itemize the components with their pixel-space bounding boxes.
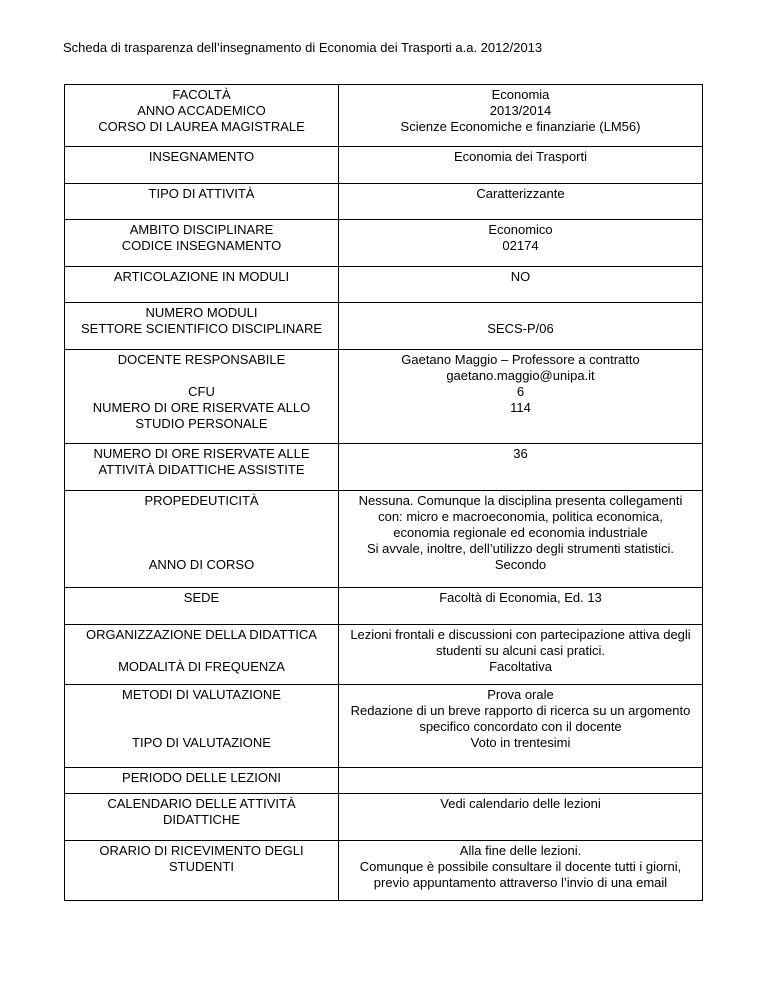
table-row [65,491,703,588]
field-value: Scienze Economiche e finanziarie (LM56) [400,119,641,134]
field-value-cell [339,147,703,184]
field-value-cell [339,625,703,685]
table-row [65,794,703,841]
field-label: CALENDARIO DELLE ATTIVITÀ [107,796,296,811]
field-value: Si avvale, inoltre, dell’utilizzo degli strumenti statistici. [366,541,675,556]
field-label: SEDE [183,590,220,605]
field-label-cell [65,350,339,444]
field-value-cell [339,768,703,794]
field-value: gaetano.maggio@unipa.it [446,368,595,383]
field-value: Economico [488,222,553,237]
table-row [65,184,703,220]
field-value-cell [339,350,703,444]
field-value [343,305,698,321]
field-value: NO [510,269,531,284]
field-value: Redazione di un breve rapporto di ricerca su un argomento [350,703,691,718]
field-value: 6 [516,384,525,399]
field-value: Comunque è possibile consultare il docente tutti i giorni, [359,859,682,874]
field-value: 02174 [502,238,539,253]
field-label: DIDATTICHE [162,812,241,827]
field-value: Alla fine delle lezioni. [459,843,582,858]
field-value-cell [339,184,703,220]
table-row [65,841,703,901]
field-label-cell [65,685,339,768]
field-value: 36 [513,446,528,461]
field-label: AMBITO DISCIPLINARE [129,222,274,237]
field-label: NUMERO MODULI [145,305,258,320]
field-label-cell [65,491,339,588]
table-row [65,303,703,350]
table-row [65,768,703,794]
field-value-cell [339,85,703,147]
field-value-cell [339,303,703,350]
field-label [69,643,334,659]
field-label: CODICE INSEGNAMENTO [121,238,282,253]
field-label-cell [65,85,339,147]
field-label: STUDIO PERSONALE [135,416,268,431]
field-label: ARTICOLAZIONE IN MODULI [113,269,290,284]
field-label: CORSO DI LAUREA MAGISTRALE [98,119,305,134]
field-label-cell [65,444,339,491]
field-value: Economia dei Trasporti [454,149,587,164]
field-value: Vedi calendario delle lezioni [440,796,601,811]
field-label: INSEGNAMENTO [148,149,255,164]
field-label [69,541,334,557]
field-label-cell [65,303,339,350]
field-label: SETTORE SCIENTIFICO DISCIPLINARE [80,321,323,336]
field-label [69,368,334,384]
table-row [65,588,703,625]
field-value-cell [339,491,703,588]
field-value: previo appuntamento attraverso l’invio di una email [373,875,668,890]
field-value-cell [339,267,703,303]
field-label-cell [65,147,339,184]
field-value: SECS-P/06 [487,321,554,336]
field-label-cell [65,768,339,794]
document-header: Scheda di trasparenza dell’insegnamento di Economia dei Trasporti a.a. 2012/2013 [63,40,543,55]
field-label: NUMERO DI ORE RISERVATE ALLE [93,446,310,461]
field-label: METODI DI VALUTAZIONE [122,687,281,702]
field-label: PERIODO DELLE LEZIONI [122,770,281,785]
field-label [69,703,334,719]
field-label-cell [65,588,339,625]
course-info-table [64,84,703,901]
field-label-cell [65,794,339,841]
field-value: Facoltà di Economia, Ed. 13 [439,590,602,605]
table-row [65,85,703,147]
field-value: 2013/2014 [489,103,552,118]
table-row [65,625,703,685]
field-label: STUDENTI [169,859,234,874]
field-label: ORARIO DI RICEVIMENTO DEGLI [99,843,304,858]
field-value: Economia [491,87,550,102]
field-value-cell [339,444,703,491]
field-value: con: micro e macroeconomia, politica economica, [378,509,663,524]
field-label-cell [65,220,339,267]
field-label: FACOLTÀ [172,87,231,102]
field-label: NUMERO DI ORE RISERVATE ALLO [92,400,311,415]
field-label: TIPO DI ATTIVITÀ [148,186,255,201]
field-value: Secondo [494,557,547,572]
field-value: Nessuna. Comunque la disciplina presenta collegamenti [358,493,683,508]
field-label-cell [65,184,339,220]
field-label: ATTIVITÀ DIDATTICHE ASSISTITE [98,462,305,477]
field-value-cell [339,220,703,267]
field-value: Caratterizzante [476,186,565,201]
table-row [65,444,703,491]
field-value: Facoltativa [489,659,552,674]
field-value-cell [339,685,703,768]
field-value-cell [339,841,703,901]
table-row [65,220,703,267]
field-label: ANNO ACCADEMICO [137,103,266,118]
field-label: TIPO DI VALUTAZIONE [132,735,271,750]
field-label-cell [65,841,339,901]
field-value-cell [339,794,703,841]
field-value: Gaetano Maggio – Professore a contratto [401,352,640,367]
field-label [69,509,334,525]
field-value: Lezioni frontali e discussioni con partecipazione attiva degli [350,627,691,642]
field-label: CFU [188,384,215,399]
field-value: Prova orale [487,687,554,702]
field-label [69,719,334,735]
field-label: MODALITÀ DI FREQUENZA [118,659,285,674]
field-value: 114 [510,400,531,415]
field-value: studenti su alcuni casi pratici. [435,643,606,658]
field-label [69,525,334,541]
table-row [65,147,703,184]
field-label-cell [65,267,339,303]
field-label: PROPEDEUTICITÀ [144,493,259,508]
table-row [65,350,703,444]
field-value: Voto in trentesimi [470,735,571,750]
field-value: specifico concordato con il docente [419,719,622,734]
table-row [65,267,703,303]
field-label-cell [65,625,339,685]
field-value-cell [339,588,703,625]
field-label: DOCENTE RESPONSABILE [117,352,286,367]
field-label: ORGANIZZAZIONE DELLA DIDATTICA [86,627,317,642]
field-label: ANNO DI CORSO [148,557,255,572]
table-row [65,685,703,768]
field-value: economia regionale ed economia industriale [393,525,648,540]
